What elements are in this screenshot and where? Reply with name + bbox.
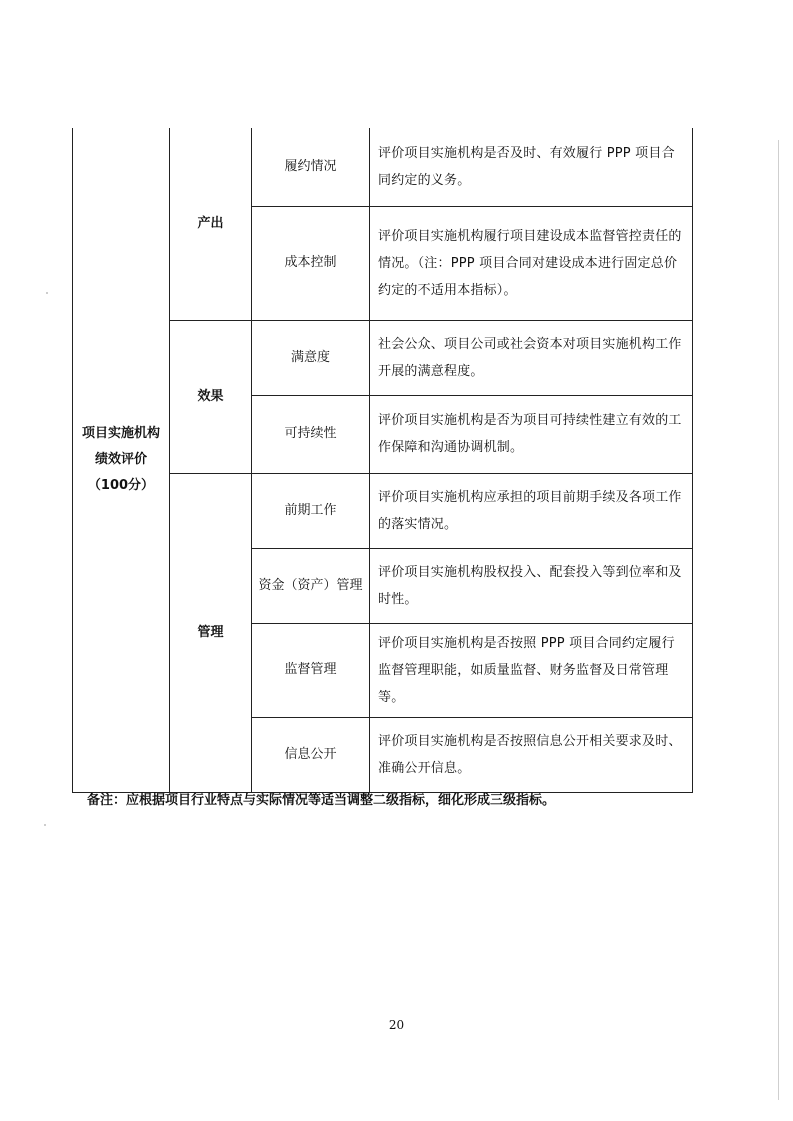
scan-speck xyxy=(46,292,48,294)
indicator-description: 评价项目实施机构是否按照信息公开相关要求及时、准确公开信息。 xyxy=(370,717,693,792)
third-level-indicator: 资金（资产）管理 xyxy=(252,548,370,623)
indicator-description: 评价项目实施机构是否及时、有效履行 PPP 项目合同约定的义务。 xyxy=(370,128,693,206)
scan-speck xyxy=(44,824,46,826)
third-level-indicator: 成本控制 xyxy=(252,206,370,320)
third-level-indicator: 满意度 xyxy=(252,320,370,395)
indicator-description: 评价项目实施机构履行项目建设成本监督管控责任的情况。（注：PPP 项目合同对建设成本进行固定总价约定的不适用本指标）。 xyxy=(370,206,693,320)
category-line-2: 绩效评价 xyxy=(94,451,147,467)
indicator-description: 社会公众、项目公司或社会资本对项目实施机构工作开展的满意程度。 xyxy=(370,320,693,395)
category-line-3: （100分） xyxy=(87,477,155,493)
indicator-description: 评价项目实施机构股权投入、配套投入等到位率和及时性。 xyxy=(370,548,693,623)
third-level-indicator: 监督管理 xyxy=(252,623,370,717)
indicator-description: 评价项目实施机构是否为项目可持续性建立有效的工作保障和沟通协调机制。 xyxy=(370,395,693,473)
indicator-description: 评价项目实施机构应承担的项目前期手续及各项工作的落实情况。 xyxy=(370,473,693,548)
table-footnote: 备注：应根据项目行业特点与实际情况等适当调整二级指标，细化形成三级指标。 xyxy=(87,793,556,808)
second-level-indicator-management: 管理 xyxy=(170,473,252,792)
first-level-indicator-cell xyxy=(73,128,170,792)
category-line-1: 项目实施机构 xyxy=(81,425,160,441)
second-level-indicator-effect: 效果 xyxy=(170,320,252,473)
performance-evaluation-table xyxy=(72,128,693,793)
scan-edge-artifact xyxy=(778,140,779,1100)
page-number: 20 xyxy=(388,1018,405,1032)
third-level-indicator: 履约情况 xyxy=(252,128,370,206)
third-level-indicator: 前期工作 xyxy=(252,473,370,548)
third-level-indicator: 信息公开 xyxy=(252,717,370,792)
indicator-description: 评价项目实施机构是否按照 PPP 项目合同约定履行监督管理职能，如质量监督、财务监督及日常管理等。 xyxy=(370,623,693,717)
second-level-indicator-output: 产出 xyxy=(170,128,252,320)
third-level-indicator: 可持续性 xyxy=(252,395,370,473)
table-row xyxy=(73,128,693,206)
